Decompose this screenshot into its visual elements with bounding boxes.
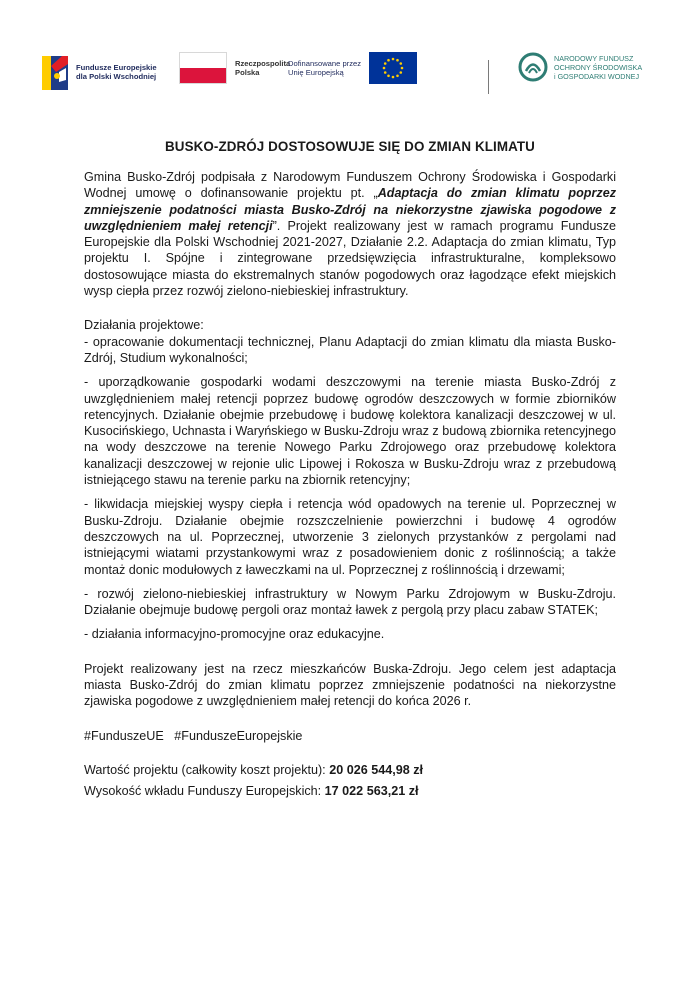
eu-star-icon — [387, 59, 390, 62]
logo-bar — [42, 52, 658, 102]
rp-logo-line2: Polska — [235, 68, 260, 77]
eu-funding-amount: 17 022 563,21 zł — [324, 784, 419, 799]
nfosigw-logo — [518, 52, 642, 82]
ue-logo-line2: Unię Europejską — [288, 68, 344, 77]
intro-text-post: ”. Projekt realizowany jest w ramach programu Fundusze Europejskie dla Polski Wschodniej 2021-2027, Działanie 2.2. Adaptacja do zmian klimatu, Typ projektu I. Spójne i zintegrowane przedsięwzięcia infrastrukturalne, kompleksowo dostosowujące miasta do ekstremalnych stanów pogodowych oraz łagodzące efekt miejskich wysp ciepła przez rozwój zielono-niebieskiej infrastruktury. — [84, 218, 616, 299]
actions-heading: Działania projektowe: — [84, 318, 204, 333]
hashtags: #FunduszeUE #FunduszeEuropejskie — [84, 728, 303, 743]
ue-logo-line1: Dofinansowane przez — [288, 59, 362, 68]
fe-flag-icon — [42, 52, 72, 92]
eu-star-icon — [383, 67, 386, 70]
intro-paragraph — [84, 169, 616, 299]
nf-logo-line3: i GOSPODARKI WODNEJ — [554, 71, 640, 81]
eu-star-icon — [392, 58, 395, 61]
eu-star-icon — [401, 67, 404, 70]
action-item: - uporządkowanie gospodarki wodami deszczowymi na terenie miasta Busko-Zdrój z uwzględnieniem małej retencji poprzez budowę ogrodów deszczowych w formie zbiorników retencyjnych. Działanie obejmie przebudowę i budowę kolektora kanalizacji deszczowej w ul. Kusocińskiego, Uchnasta i Waryńskiego w Busku-Zdroju wraz z budową zbiornika retencyjnego na wody deszczowe na terenie Nowego Parku Zdrojowego oraz przebudowę kolektora kanalizacji deszczowej w rejonie ulic Lipowej i Rokosza w Busku-Zdroju wraz z przebudową istniejącego stawu na terenie parku na zbiornik retencyjny; — [84, 375, 616, 488]
eu-star-icon — [384, 71, 387, 74]
eu-funding-line — [84, 783, 616, 799]
action-item: - rozwój zielono-niebieskiej infrastruktury w Nowym Parku Zdrojowym w Busku-Zdroju. Działanie obejmuje budowę pergoli oraz montaż ławek z pergolą przy placu zabaw STATEK; — [84, 586, 616, 618]
closing-paragraph: Projekt realizowany jest na rzecz mieszkańców Buska-Zdroju. Jego celem jest adaptacja miasta Busko-Zdrój do zmian klimatu poprzez zmniejszenie podatności na niekorzystne zjawiska pogodowe z uwzględnieniem małej retencji do końca 2026 r. — [84, 661, 616, 709]
document-title: BUSKO-ZDRÓJ DOSTOSOWUJE SIĘ DO ZMIAN KLIMATU — [165, 139, 535, 154]
eu-star-icon — [400, 71, 403, 74]
fe-logo-line1: Fundusze Europejskie — [76, 63, 157, 72]
project-value-amount: 20 026 544,98 zł — [329, 762, 424, 777]
logo-divider — [488, 60, 489, 94]
rzeczpospolita-polska-logo — [179, 52, 290, 84]
unia-europejska-logo — [288, 52, 417, 84]
eu-star-icon — [392, 76, 395, 79]
rp-logo-line1: Rzeczpospolita — [235, 59, 291, 68]
eu-star-icon — [400, 62, 403, 65]
action-item: - opracowanie dokumentacji technicznej, Planu Adaptacji do zmian klimatu dla miasta Busko-Zdrój, Studium wykonalności; — [84, 334, 616, 365]
project-title: Adaptacja do zmian klimatu poprzez zmniejszenie podatności miasta Busko-Zdrój na niekorzystne zjawiska pogodowe z uwzględnieniem małej retencji — [84, 186, 617, 233]
project-value-line — [84, 762, 616, 778]
eu-star-icon — [384, 62, 387, 65]
eu-funding-label: Wysokość wkładu Funduszy Europejskich: — [84, 784, 325, 799]
document-body — [84, 169, 616, 800]
intro-text-pre: Gmina Busko-Zdrój podpisała z Narodowym Funduszem Ochrony Środowiska i Gospodarki Wodnej umowę o dofinansowanie projektu pt. „ — [84, 170, 616, 201]
project-value-label: Wartość projektu (całkowity koszt projektu): — [84, 762, 330, 777]
fe-logo-line2: dla Polski Wschodniej — [76, 72, 157, 81]
eu-star-icon — [396, 59, 399, 62]
action-item: - likwidacja miejskiej wyspy ciepła i retencja wód opadowych na terenie ul. Poprzecznej w Busku-Zdroju. Działanie obejmie rozszczelnienie powierzchni i budowę 4 ogrodów deszczowych na ul. Poprzecznej, utworzenie 3 zielonych przystanków z pergolami nad istniejącymi wiatami przystankowymi wraz z posadowieniem donic z roślinnością; a także montaż donic modułowych z ławeczkami na ul. Poprzecznej z roślinnością i drzewami; — [84, 497, 616, 577]
eu-flag-icon — [369, 52, 417, 84]
eu-star-icon — [387, 74, 390, 77]
polish-flag-icon — [179, 52, 227, 84]
action-item: - działania informacyjno-promocyjne oraz edukacyjne. — [84, 627, 385, 642]
nf-logo-line2: OCHRONY ŚRODOWISKA — [554, 62, 643, 72]
nf-logo-line1: NARODOWY FUNDUSZ — [554, 53, 634, 63]
eu-star-icon — [396, 74, 399, 77]
nfosigw-emblem-icon — [518, 52, 548, 82]
fundusze-europejskie-logo — [42, 52, 157, 92]
